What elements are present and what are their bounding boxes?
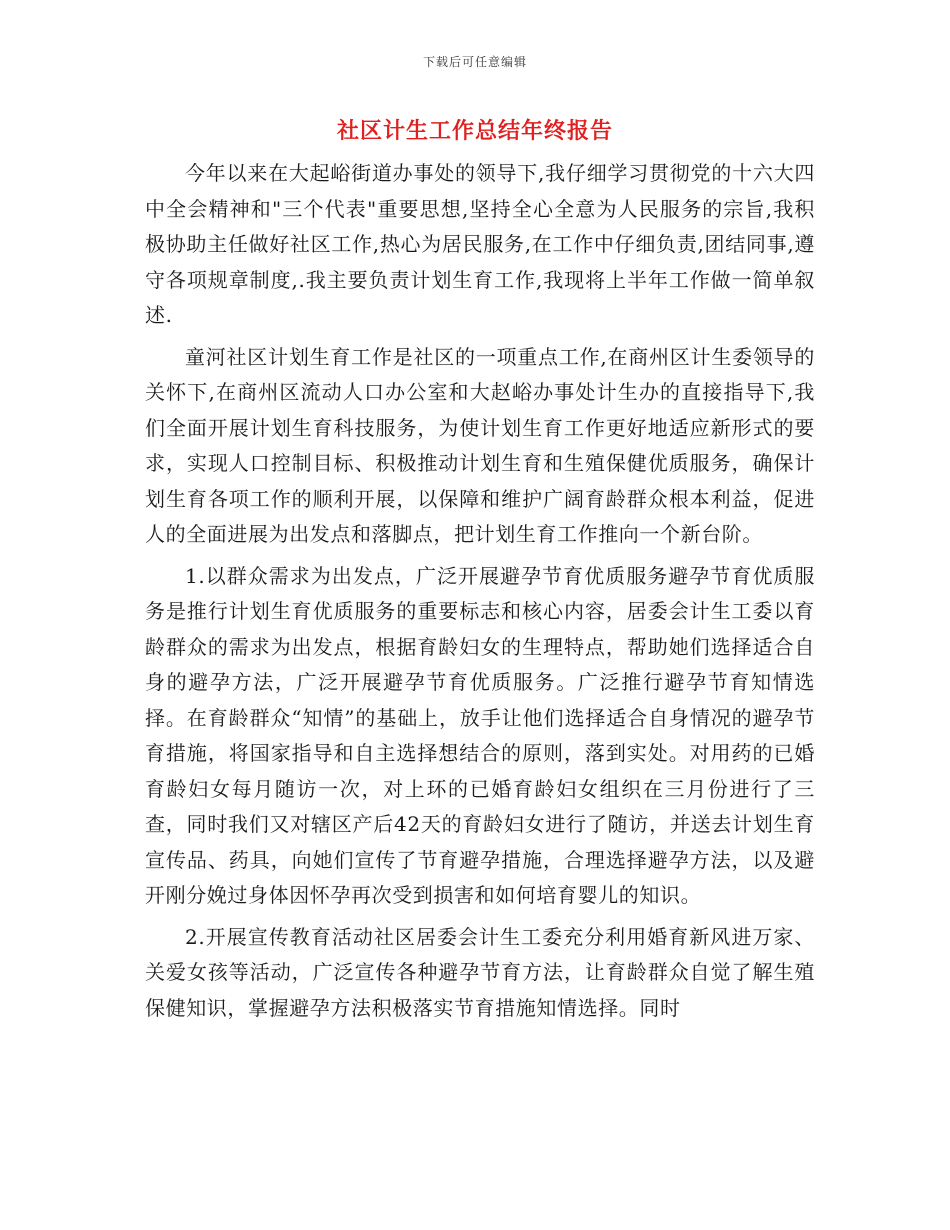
paragraph-intro: 今年以来在大起峪街道办事处的领导下,我仔细学习贯彻党的十六大四中全会精神和"三个代表"重要思想,坚持全心全意为人民服务的宗旨,我积极协助主任做好社区工作,热心为居民服务,在工作中仔细负责,团结同事,遵守各项规章制度,.我主要负责计划生育工作,我现将上半年工作做一简单叙述. (145, 161, 815, 327)
paragraph-item-2: 2.开展宣传教育活动社区居委会计生工委充分利用婚育新风进万家、关爱女孩等活动，广泛宣传各种避孕节育方法，让育龄群众自觉了解生殖保健知识，掌握避孕方法积极落实节育措施知情选择。同时 (145, 924, 815, 1020)
document-body (145, 156, 815, 1032)
paragraph-overview: 童河社区计划生育工作是社区的一项重点工作,在商州区计生委领导的关怀下,在商州区流动人口办公室和大赵峪办事处计生办的直接指导下,我们全面开展计划生育科技服务，为使计划生育工作更好地适应新形式的要求，实现人口控制目标、积极推动计划生育和生殖保健优质服务，确保计划生育各项工作的顺利开展，以保障和维护广阔育龄群众根本利益，促进人的全面进展为出发点和落脚点，把计划生育工作推向一个新台阶。 (145, 344, 815, 546)
page-header-note: 下载后可任意编辑 (422, 55, 527, 69)
paragraph-item-1: 1.以群众需求为出发点，广泛开展避孕节育优质服务避孕节育优质服务是推行计划生育优质服务的重要标志和核心内容，居委会计生工委以育龄群众的需求为出发点，根据育龄妇女的生理特点，帮助她们选择适合自身的避孕方法，广泛开展避孕节育优质服务。广泛推行避孕节育知情选择。在育龄群众“知情”的基础上，放手让他们选择适合自身情况的避孕节育措施，将国家指导和自主选择想结合的原则，落到实处。对用药的已婚育龄妇女每月随访一次，对上环的已婚育龄妇女组织在三月份进行了三查，同时我们又对辖区产后42天的育龄妇女进行了随访，并送去计划生育宣传品、药具，向她们宣传了节育避孕措施，合理选择避孕方法，以及避开刚分娩过身体因怀孕再次受到损害和如何培育婴儿的知识。 (145, 563, 815, 907)
document-title: 社区计生工作总结年终报告 (336, 118, 613, 144)
